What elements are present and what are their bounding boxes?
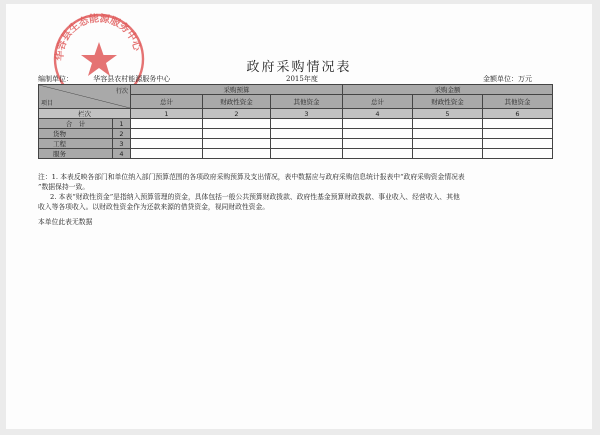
data-cell (483, 119, 553, 129)
diagonal-header-cell (39, 85, 131, 109)
data-cell (203, 139, 271, 149)
table-row (39, 149, 553, 159)
document-page (6, 4, 592, 429)
row-label: 工程 (39, 139, 113, 149)
budget-group-header: 采购预算 (131, 85, 343, 95)
data-cell (343, 129, 413, 139)
column-number: 4 (343, 109, 413, 119)
data-cell (413, 119, 483, 129)
column-index-label: 栏次 (39, 109, 131, 119)
column-header: 其他资金 (483, 95, 553, 109)
data-cell (131, 129, 203, 139)
row-number: 1 (113, 119, 131, 129)
column-header: 其他资金 (271, 95, 343, 109)
data-cell (131, 139, 203, 149)
row-number: 3 (113, 139, 131, 149)
data-cell (413, 129, 483, 139)
amount-unit-label: 金额单位：万元 (483, 75, 532, 83)
svg-text:华容县生态能源服务中心: 华容县生态能源服务中心 (54, 13, 143, 62)
notes-section (38, 172, 558, 212)
data-cell (203, 129, 271, 139)
unit-name: 华容县农村能源服务中心 (93, 75, 171, 83)
table-row (39, 119, 553, 129)
data-cell (483, 139, 553, 149)
table-row (39, 129, 553, 139)
row-number: 2 (113, 129, 131, 139)
data-cell (131, 119, 203, 129)
data-cell (413, 139, 483, 149)
column-header: 财政性资金 (413, 95, 483, 109)
data-cell (271, 149, 343, 159)
note-1-line-2: ”数据保持一致。 (38, 183, 90, 191)
no-data-statement: 本单位此表无数据 (38, 218, 93, 226)
unit-label: 编制单位： (38, 75, 73, 83)
data-cell (131, 149, 203, 159)
data-cell (343, 139, 413, 149)
data-cell (483, 129, 553, 139)
column-number: 6 (483, 109, 553, 119)
row-number: 4 (113, 149, 131, 159)
data-cell (203, 119, 271, 129)
procurement-table (38, 84, 553, 159)
column-header: 总计 (131, 95, 203, 109)
amount-group-header: 采购金额 (343, 85, 553, 95)
data-cell (343, 149, 413, 159)
data-cell (203, 149, 271, 159)
document-title: 政府采购情况表 (246, 60, 352, 75)
column-header: 总计 (343, 95, 413, 109)
row-index-header: 行次 (115, 88, 128, 95)
unit-field (38, 74, 170, 84)
item-header: 项目 (41, 100, 54, 107)
data-cell (271, 129, 343, 139)
row-label: 合 计 (39, 119, 113, 129)
column-number: 3 (271, 109, 343, 119)
data-cell (413, 149, 483, 159)
data-cell (271, 139, 343, 149)
column-number: 5 (413, 109, 483, 119)
column-header: 财政性资金 (203, 95, 271, 109)
column-number: 2 (203, 109, 271, 119)
column-number: 1 (131, 109, 203, 119)
row-label: 货物 (39, 129, 113, 139)
data-cell (343, 119, 413, 129)
row-label: 服务 (39, 149, 113, 159)
data-cell (483, 149, 553, 159)
data-cell (271, 119, 343, 129)
note-1-line-1: 注：1. 本表反映各部门和单位纳入部门预算范围的各项政府采购预算及支出情况，表中数据应与政府采购信息统计报表中“政府采购资金情况表 (38, 173, 465, 181)
note-2-line-2: 收入等各项收入。以财政性资金作为还款来源的借贷资金，视同财政性资金。 (38, 203, 270, 211)
table-row (39, 139, 553, 149)
note-2-line-1: 2. 本表“财政性资金”是指纳入预算管理的资金，具体包括一般公共预算财政拨款、政府性基金预算财政拨款、事业收入、经营收入、其他 (50, 193, 460, 201)
year-label: 2015年度 (286, 75, 318, 83)
